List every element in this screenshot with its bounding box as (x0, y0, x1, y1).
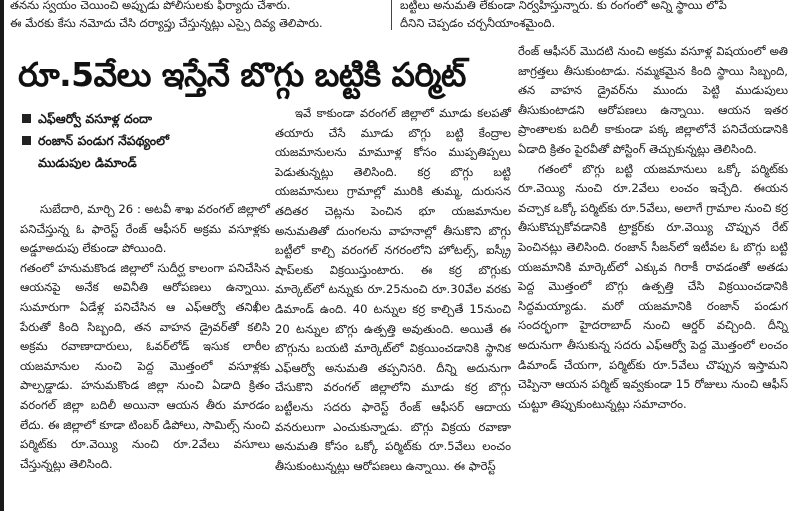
previous-article-col1 (10, 0, 385, 32)
article-column-3 (518, 42, 788, 414)
column-divider (391, 0, 392, 30)
paragraph: రేంజ్ ఆఫీసర్ మొదటి నుంచి అక్రమ వసూళ్ల విషయంలో అతి జాగ్రత్తలు తీసుకుంటాడు. నమ్మకమైన కింది స్థాయి సిబ్బంది, తన వాహన డ్రైవర్‌ను ముందు పెట్టి ముడుపులు తీసుకుంటాడని ఆరోపణలు ఉన్నాయి. ఆయన ఇతర ప్రాంతాలకు బదిలీ కాకుండా పక్క జిల్లాలోనే పనిచేయడానికి ఏడాది క్రితం పైరవీతో పోస్టింగ్ తెచ్చుకున్నట్లు తెలిసింది. (518, 44, 788, 156)
left-edge-rule (0, 0, 4, 511)
article-column-1 (20, 200, 270, 474)
subhead-item-cont (20, 152, 270, 174)
article-column-2 (275, 104, 511, 476)
prev-line: ఈ మేరకు కేసు నమోదు చేసి దర్యాప్తు చేస్తున్నట్లు ఎస్సై దివ్య తెలిపారు. (10, 16, 323, 30)
subhead-item (20, 130, 270, 152)
paragraph: గతంలో బొగ్గు బట్టి యజమానులు ఒక్కో పర్మిట్‌కు రూ.వెయ్యి నుంచి రూ.2వేలు లంచం ఇచ్చేది. ఈయన వచ్చాక ఒక్కో పర్మిట్‌కు రూ.5వేలు, అలాగే గ్రామాల నుంచి కర్ర తీసుకొచ్చుకోవడానికి ట్రాక్టర్‌కు రూ.వెయ్యి చొప్పున రేట్ పెంచినట్లు తెలిసింది. రంజాన్ సీజన్‌లో ఇటీవల ఓ బొగ్గు బట్టి యజమానికి మార్కెట్‌లో ఎక్కువ గిరాకీ రావడంతో అతడు పెద్ద మొత్తంలో బొగ్గు ఉత్పత్తి చేసి విక్రయించడానికి సిద్ధమయ్యాడు. మరో యజమానికి రంజాన్ పండుగ సందర్భంగా హైదరాబాద్ నుంచి ఆర్డర్ వచ్చింది. దీన్ని అదునుగా తీసుకున్న సదరు ఎఫ్‌ఆర్వో పెద్ద మొత్తంలో లంచం డిమాండ్ చేయగా, పర్మిట్‌కు రూ.5వేలు చొప్పున ఇస్తామని చెప్పినా ఆయన పర్మిట్ ఇవ్వకుండా 15 రోజులు నుంచి ఆఫీస్ చుట్టూ తిప్పుకుంటున్నట్లు సమాచారం. (518, 161, 788, 411)
subhead-text: ఎఫ్‌ఆర్వో వసూళ్ల దందా (38, 111, 153, 126)
prev-line: దీనిని చెప్పడం చర్చనీయాంశమైంది. (400, 16, 556, 30)
paragraph: ఇవే కాకుండా వరంగల్ జిల్లాలో మూడు కలపతో తయారు చేసే మూడు బొగ్గు బట్టి కేంద్రాల యజమానులను మామూళ్ల కోసం ముప్పతిప్పలు పెడుతున్నట్లు తెలిసింది. కర్ర బొగ్గు బట్టి యజమానులు గ్రామాల్లో మురికి తుమ్మ, దురుసన తదితర చెట్లను పెంచిన భూ యజమానుల అనుమతితో దుంగలను వాహనాల్లో తీసుకొని బొగ్గు బట్టీలో కాల్చి వరంగల్ నగరంలోని హోటల్స్, ఐస్క్రీ షాప్‌లకు విక్రయిస్తుంటారు. ఈ కర్ర బొగ్గుకు మార్కెట్‌లో టన్నుకు రూ.25నుంచి రూ.30వేల వరకు డిమాండ్ ఉంది. 40 టన్నుల కర్ర కాల్చితే 15నుంచి 20 టన్నుల బొగ్గు ఉత్పత్తి అవుతుంది. అయితే ఈ బొగ్గును బయటి మార్కెట్‌లో విక్రయించడానికి స్థానిక ఎఫ్‌ఆర్వో అనుమతి తప్పనిసరి. దీన్ని అదునుగా చేసుకొని వరంగల్ జిల్లాలోని మూడు కర్ర బొగ్గు బట్టీలను సదరు ఫారెస్ట్ రేంజ్ ఆఫీసర్ ఆదాయ వనరులుగా ఎంచుకున్నాడు. బొగ్గు విక్రయ రవాణా అనుమతి కోసం ఒక్కో పర్మిట్‌కు రూ.5వేలు లంచం తీసుకుంటున్నట్లు ఆరోపణలు ఉన్నాయి. ఈ ఫారెస్ట్ (275, 106, 511, 473)
prev-line: బట్టీలు అనుమతి లేకుండా నిర్వహిస్తున్నారు. కు రంగంలో అన్ని స్థాయి లోపే (400, 0, 727, 12)
square-bullet-icon (22, 136, 31, 145)
subhead-item (20, 108, 270, 130)
subhead-text: ముడుపుల డిమాండ్ (38, 155, 137, 170)
subhead-text: రంజాన్ పండుగ నేపథ్యంలో (38, 133, 169, 148)
previous-article-col2 (400, 0, 790, 32)
previous-article-strip (0, 0, 800, 40)
paragraph: సుబేదారి, మార్చి 26 : అటవీ శాఖ వరంగల్ జిల్లాలో పనిచేస్తున్న ఓ ఫారెస్ట్ రేంజ్ ఆఫీసర్ అక్రమ వసూళ్లకు అడ్డూఅదుపు లేకుండా పోయింది. (20, 202, 270, 256)
subheads (20, 108, 270, 190)
square-bullet-icon (22, 114, 31, 123)
prev-line: తనను స్వయం చెయించి అప్పుడు పోలీసులకు ఫిర్యాదు చేశారు. (10, 0, 291, 12)
paragraph: గతంలో హనుమకొండ జిల్లాలో సుదీర్ఘ కాలంగా పనిచేసిన ఆయనపై అనేక అవినీతి ఆరోపణలు ఉన్నాయి. సుమారుగా ఏడేళ్ల పనిచేసిన ఆ ఎఫ్‌ఆర్వో తనిఖీల పేరుతో కింది సిబ్బంది, తన వాహన డ్రైవర్‌తో కలిసి అక్రమ రవాణాదారులు, ఓవర్‌లోడ్ ఇసుక లారీల యజమానుల నుంచి పెద్ద మొత్తంలో వసూళ్లకు పాల్పడ్డాడు. హనుమకొండ జిల్లా నుంచి ఏడాది క్రితం వరంగల్ జిల్లా బదిలీ అయినా ఆయన తీరు మారడం లేదు. ఈ జిల్లాలో కూడా టింబర్ డిపోలు, సామిల్స్ నుంచి పర్మిట్‌కు రూ.వెయ్యి నుంచి రూ.2వేలు వసూలు చేస్తున్నట్లు తెలిసింది. (20, 260, 270, 471)
article-headline: రూ.5వేలు ఇస్తేనే బొగ్గు బట్టికి పర్మిట్ (18, 55, 466, 94)
